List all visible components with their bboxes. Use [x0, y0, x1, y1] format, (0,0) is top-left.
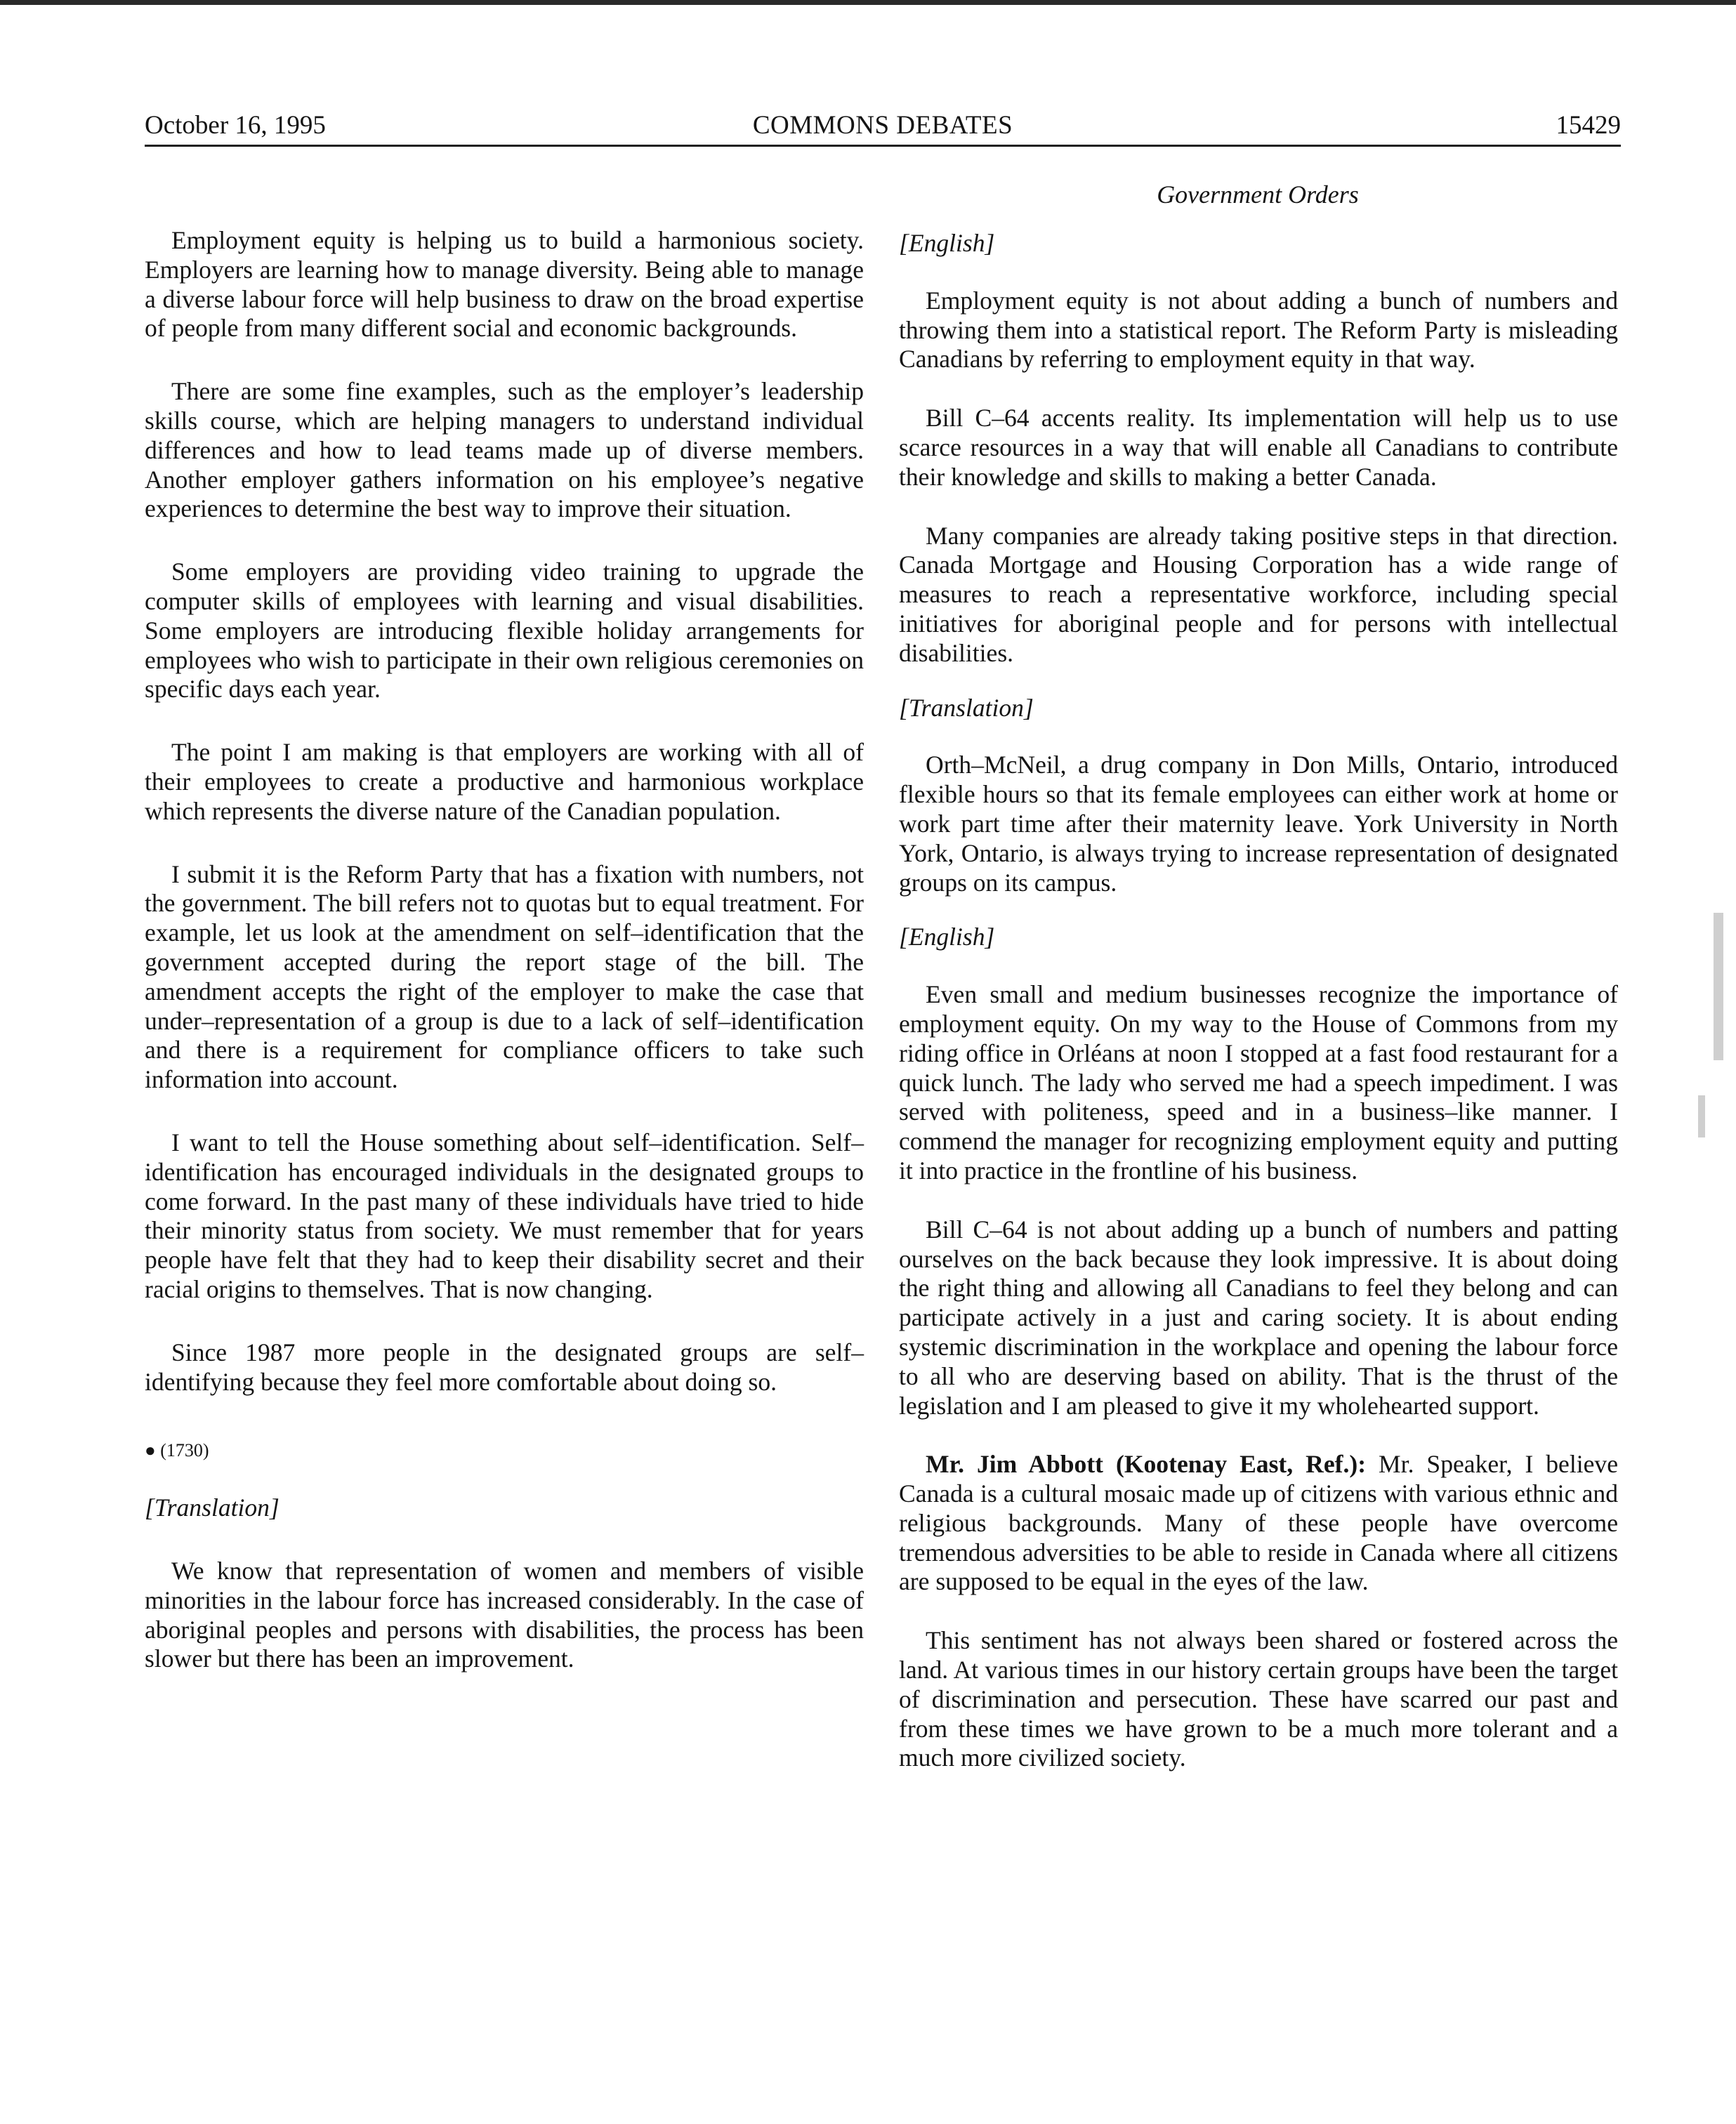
speaker-name: Mr. Jim Abbott (Kootenay East, Ref.): — [926, 1450, 1367, 1479]
language-tag: [English] — [899, 923, 995, 951]
paragraph: Employment equity is helping us to build a harmonious society. Employers are learning how to manage diversity. Being able to manage a diverse labour force will help business to draw on the broad expertise of people from many different social and economic backgrounds. — [145, 226, 864, 343]
paragraph: We know that representation of women and members of visible minorities in the labour force has increased considerably. In the case of aboriginal peoples and persons with disabilities, the process has been slower but there has been an improvement. — [145, 1557, 864, 1673]
paragraph: There are some fine examples, such as the employer’s leadership skills course, which are helping managers to understand individual differences and how to lead teams made up of diverse members. Another employer gathers information on his employee’s negative experiences to determine the best way to improve their situation. — [145, 377, 864, 523]
paragraph: Bill C–64 accents reality. Its implementation will help us to use scarce resources in a way that will enable all Canadians to contribute their knowledge and skills to making a better Canada. — [899, 404, 1618, 491]
paragraph: Even small and medium businesses recognize the importance of employment equity. On my way to the House of Commons from my riding office in Orléans at noon I stopped at a fast food restaurant for a quick lunch. The lady who served me had a speech impediment. I was served with politeness, speed and in a business–like manner. I commend the manager for recognizing employment equity and putting it into practice in the frontline of his business. — [899, 980, 1618, 1185]
paragraph: I want to tell the House something about self–identification. Self–identification has encouraged individuals in the designated groups to come forward. In the past many of these individuals have tried to hide their minority status from society. We must remember that for years people have felt that they had to keep their disability secret and their racial origins to themselves. That is now changing. — [145, 1128, 864, 1303]
paragraph: I submit it is the Reform Party that has a fixation with numbers, not the government. The bill refers not to quotas but to equal treatment. For example, let us look at the amendment on self–identification that the government accepted during the report stage of the bill. The amendment accepts the right of the employer to make the case that under–representation of a group is due to a lack of self–identification and there is a requirement for compliance officers to take such information into account. — [145, 859, 864, 1094]
language-tag: [English] — [899, 229, 995, 257]
language-tag: [Translation] — [145, 1493, 280, 1522]
left-column — [145, 219, 864, 1674]
paragraph: The point I am making is that employers are working with all of their employees to create a productive and harmonious workplace which represents the diverse nature of the Canadian population. — [145, 738, 864, 825]
paragraph: Orth–McNeil, a drug company in Don Mills, Ontario, introduced flexible hours so that its female employees can either work at home or work part time after their maternity leave. York University in North York, Ontario, is always trying to increase representation of designated groups on its campus. — [899, 751, 1618, 897]
header-title: COMMONS DEBATES — [752, 111, 1013, 140]
paragraph: Employment equity is not about adding a bunch of numbers and throwing them into a statistical report. The Reform Party is misleading Canadians by referring to employment equity in that way. — [899, 286, 1618, 374]
scan-top-edge — [0, 0, 1736, 5]
paragraph: Bill C–64 is not about adding up a bunch of numbers and patting ourselves on the back because they look impressive. It is about doing the right thing and allowing all Canadians to feel they belong and can participate actively in a just and caring society. It is about ending systemic discrimination in the workplace and opening the labour force to all who are deserving based on ability. That is the thrust of the legislation and I am pleased to give it my wholehearted support. — [899, 1215, 1618, 1420]
speaker-text: Mr. Speaker, I believe Canada is a cultural mosaic made up of citizens with various ethnic and religious backgrounds. Many of these people have overcome tremendous adversities to be able to reside in Canada where all citizens are supposed to be equal in the eyes of the law. — [899, 1450, 1618, 1596]
scan-smudge — [1714, 913, 1723, 1060]
paragraph: This sentiment has not always been shared or fostered across the land. At various times in our history certain groups have been the target of discrimination and persecution. These have scarred our past and from these times we have grown to be a much more tolerant and a much more civilized society. — [899, 1626, 1618, 1772]
scan-smudge — [1698, 1095, 1705, 1137]
paragraph: Many companies are already taking positive steps in that direction. Canada Mortgage and Housing Corporation has a wide range of measures to reach a representative workforce, including special initiatives for aboriginal people and for persons with intellectual disabilities. — [899, 521, 1618, 667]
page-number: 15429 — [1556, 111, 1621, 140]
paragraph: Some employers are providing video training to upgrade the computer skills of employees with learning and visual disabilities. Some employers are introducing flexible holiday arrangements for employees who wish to participate in their own religious ceremonies on specific days each year. — [145, 558, 864, 704]
section-label: Government Orders — [1157, 180, 1359, 209]
header-date: October 16, 1995 — [145, 111, 326, 140]
paragraph: Since 1987 more people in the designated groups are self–identifying because they feel more comfortable about doing so. — [145, 1338, 864, 1396]
page-header — [145, 105, 1621, 146]
language-tag: [Translation] — [899, 693, 1034, 722]
time-marker: ● (1730) — [145, 1440, 209, 1461]
speaker-paragraph — [899, 1450, 1618, 1597]
header-rule — [145, 145, 1621, 147]
right-column — [899, 219, 1618, 1773]
